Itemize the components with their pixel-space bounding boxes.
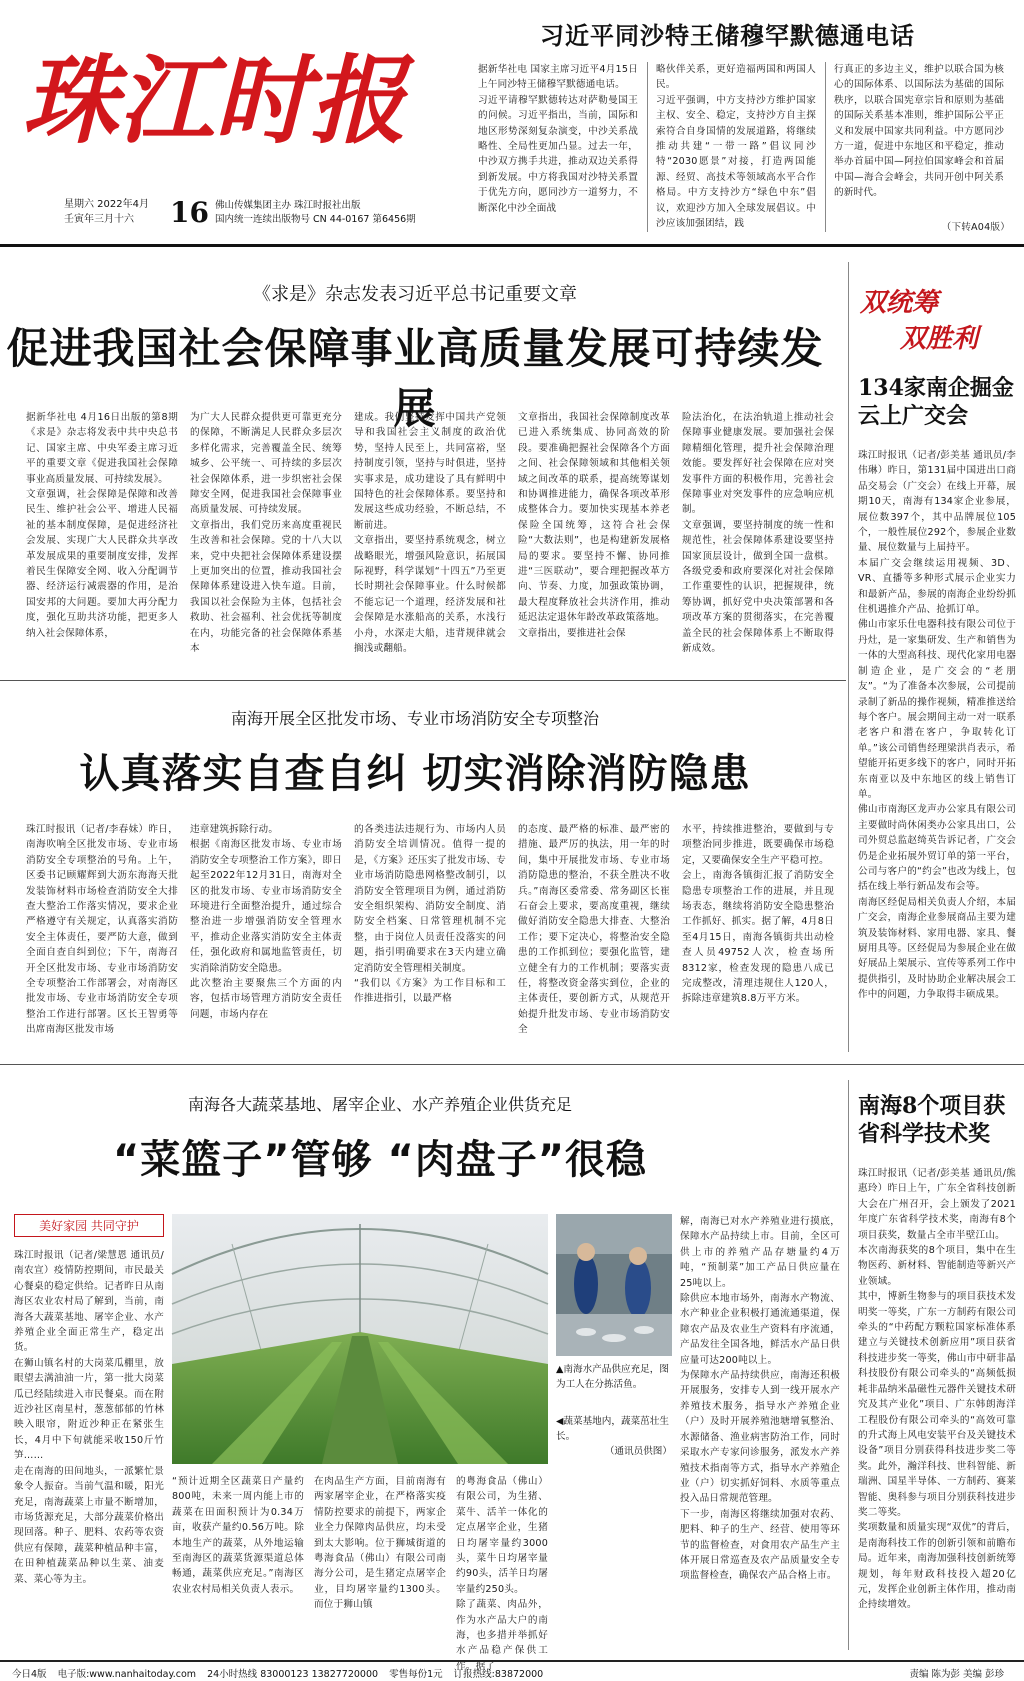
article2-headline[interactable]: 认真落实自查自纠 切实消除消防隐患 — [79, 751, 751, 797]
article1-col5: 险法治化，在法治轨道上推动社会保障事业健康发展。要加强社会保障精细化管理，提升社会保障治理效能。要发挥好社会保障在应对突发事件方面的积极作用，完善社会保障事业对突发事件的应急响应机制。 文章强调，要坚持制度的统一性和规范性，社会保障体系建设要坚持国家顶层设计，做到全国一盘棋。各级党委和政府要深化对社会保障工作重要性的认识，把握规律，统筹协调，抓好党中央决策部署和各项改革方案的贯彻落实，在完善覆盖全民的社会保障体系上不断取得新成效。 — [682, 412, 834, 655]
date-block — [64, 195, 149, 225]
article1-col3: 建成。我们坚持发挥中国共产党领导和我国社会主义制度的政治优势，坚持人民至上，共同富裕，坚持制度引领，坚持与时俱进，坚持实事求是，成功建设了具有鲜明中国特色的社会保障体系。要坚持和发展这些成功经验，不断总结，不断前进。 文章指出，要坚持系统观念，树立战略眼光，增强风险意识，拓展国际视野，科学谋划“十四五”乃至更长时期社会保障事业。什么时候都不能忘记一个道理，经济发展和社会保障是水涨船高的关系，水浅行小舟，水深走大船，违背规律就会搁浅或翻船。 — [354, 412, 506, 655]
caption-veg — [556, 1414, 672, 1459]
sidebar-divider — [848, 1080, 849, 1650]
article3-col4: 解，南海已对水产养殖业进行摸底，保障水产品持续上市。目前，全区可供上市的养殖产品存塘量约4万吨，“预制菜”加工产品日供应量在25吨以上。 除供应本地市场外，南海水产物流、水产种业企业积极打通流通渠道，保障农产品及农业生产资料有序流通，产品发往全国各地，鲜活水产品日供应量可达200吨以上。 为保障水产品持续供应，南海还积极开展服务，安排专人到一线开展水产养殖技术服务，指导水产养殖企业（户）及时开展养殖池塘增氧整治、水源储备、渔业病害防治工作，同时采取水产专家问诊服务，派发水产养殖技术指南等方式，指导水产养殖企业（户）切实抓好饲料、水质等重点投入品日常规范管理。 下一步，南海区将继续加强对农药、肥料、种子的生产、经营、使用等环节的监督检查，对食用农产品生产主体开展日常巡查及农产品质量安全专项监督检查，确保农产品合格上市。 — [680, 1216, 840, 1582]
article1-col1: 据新华社电 4月16日出版的第8期《求是》杂志将发表中共中央总书记、国家主席、中央军委主席习近平的重要文章《促进我国社会保障事业高质量发展、可持续发展》。 文章强调，社会保障是保障和改善民生、维护社会公平、增进人民福祉的基本制度保障，是促进经济社会发展、实现广大人民群众共享改革发展成果的重要制度安排，发挥着民生保障安全网、收入分配调节器、经济运行减震器的作用，是治国安邦的大问题。要加大再分配力度，强化互助共济功能，把更多人纳入社会保障体系， — [26, 412, 178, 639]
article2-col5: 水平，持续推进整治，要做到与专项整治同步推进，既要确保市场稳定，又要确保安全生产平稳可控。 会上，南海各镇街汇报了消防安全隐患专项整治工作的进展，并且现场表态，继续将消防安全隐患整治工作抓好、抓实。据了解，4月8日至4月15日，南海各镇街共出动检查人员49752人次，检查场所8312家，检查发现的隐患八成已完成整改，清理违规住人120人，拆除违章建筑8.8万平方米。 — [682, 824, 834, 1005]
masthead-rule — [0, 244, 1024, 247]
article3-col1: “预计近期全区蔬菜日产量约800吨，未来一周内能上市的蔬菜在田面积预计为0.34万亩，收获产量约0.56万吨。除本地生产的蔬菜，从外地运输至南海区的蔬菜货源渠道总体畅通，蔬菜供应充足。”南海区农业农村局相关负责人表示。 — [172, 1476, 304, 1595]
article1-kicker: 《求是》杂志发表习近平总书记重要文章 — [253, 284, 577, 305]
article2-col1: 珠江时报讯（记者/李春妹）昨日，南海吹响全区批发市场、专业市场消防安全专项整治的号角。上午，区委书记顾耀辉到大沥东海海天批发装饰材料市场检查消防安全大排查大整治工作落实情况，要求企业严格遵守有关规定，认真落实消防安全主体责任，要严防大意，做到全面自查自纠到位；下午，南海召开全区批发市场、专业市场消防安全专项整治工作部署会，对南海区批发市场、专业市场消防安全专项整治工作进行部署。区长王智勇等出席南海区批发市场 — [26, 824, 178, 1036]
top-story-col2: 略伙伴关系，更好造福两国和两国人民。 习近平强调，中方支持沙方维护国家主权、安全、稳定，支持沙方自主探索符合自身国情的发展道路，将继续推动共建“一带一路”倡议同沙特“2030愿景”对接，打造两国能源、经贸、高技术等领域高水平合作格局。中方支持沙方“绿色中东”倡议，欢迎沙方加入全球发展倡议。中沙应该加强团结，践 — [656, 64, 816, 230]
caption-fish-text: 南海水产品供应充足，图为工人在分拣活鱼。 — [556, 1364, 669, 1390]
footer-hotline: 24小时热线 83000123 13827720000 — [207, 1669, 379, 1680]
top-headline[interactable]: 习近平同沙特王储穆罕默德通电话 — [540, 21, 915, 50]
campaign-flag-line1: 双统筹 — [860, 288, 939, 318]
article1-col4: 文章指出，我国社会保障制度改革已进入系统集成、协同高效的阶段。要准确把握社会保障各个方面之间、社会保障领域和其他相关领域之间改革的联系，提高统筹谋划和协调推进能力，确保各项改革形成整体合力。要加快实现基本养老保险全国统筹，这符合社会保险“大数法则”，也是构建新发展格局的要求。要坚持不懈、协同推进“三医联动”，要合理把握改革方向、节奏、力度，加强政策协调，最大程度释放社会共济作用，推动延迟法定退休年龄改革政策落地。 文章指出，要推进社会保 — [518, 412, 670, 639]
article1-col2: 为广大人民群众提供更可靠更充分的保障，不断满足人民群众多层次多样化需求，完善覆盖全民、统筹城乡、公平统一、可持续的多层次社会保障体系，进一步织密社会保障安全网，促进我国社会保障事业高质量发展、可持续发展。 文章指出，我们党历来高度重视民生改善和社会保障。党的十八大以来，党中央把社会保障体系建设摆上更加突出的位置，推动我国社会保障体系建设进入快车道。目前，我国以社会保险为主体，包括社会救助、社会福利、社会优抚等制度在内，功能完备的社会保障体系基本 — [190, 412, 342, 655]
triangle-up-icon: ▲ — [556, 1364, 564, 1375]
publisher-block — [215, 199, 416, 227]
caption-fish — [556, 1362, 672, 1392]
registration-line: 国内统一连续出版物号 CN 44-0167 第6456期 — [215, 214, 416, 225]
greenhouse-photo — [172, 1214, 548, 1464]
footer-page-count: 今日4版 — [12, 1669, 47, 1680]
sidebar2-text: 珠江时报讯（记者/彭美基 通讯员/熊惠玲）昨日上午，广东全省科技创新大会在广州召开，会上颁发了2021年度广东省科学技术奖，南海有8个项目获奖，数量占全市半壁江山。 本次南海获奖的8个项目，集中在生物医药、新材料、智能制造等新兴产业领域。 其中，博新生物参与的项目获技术发明奖一等奖，广东一方制药有限公司牵头的“中药配方颗粒国家标准体系建立与关键技术创新应用”项目获省科技进步奖一等奖，佛山市中研非晶科技股份有限公司牵头的“高频低损耗非晶纳米晶磁性元器件关键技术研究及其产业化”项目、广东韩朗海洋工程股份有限公司牵头的“高效可靠的升式海上风电安装平台及关键技术设备”项目分别获得科技进步奖二等奖。此外，瀚洋科技、世科智能、新瑞洲、国星半导体、一方制药、赛莱智能、奥科参与项目分别获科技进步奖二等奖。 奖项数量和质量实现“双优”的背后，是南海科技工作的创新引领和前瞻布局。近年来，南海加强科技创新统筹规划，每年财政科技投入超20亿元，发挥企业创新主体作用，推动南企持续增效。 — [858, 1168, 1016, 1611]
footer-editors: 责编 陈为彭 美编 彭珍 — [909, 1669, 1004, 1680]
article3-kicker: 南海各大蔬菜基地、屠宰企业、水产养殖企业供货充足 — [187, 1095, 572, 1114]
sidebar1-title[interactable]: 134家南企掘金云上广交会 — [858, 375, 1014, 429]
top-story-turn[interactable]: （下转A04版） — [941, 222, 1010, 233]
caption-veg-text: 蔬菜基地内，蔬菜茁壮生长。 — [556, 1416, 669, 1442]
column-divider — [647, 62, 648, 232]
fish-market-photo — [556, 1214, 672, 1356]
article2-col2: 违章建筑拆除行动。 根据《南海区批发市场、专业市场消防安全专项整治工作方案》，即日起至2022年12月31日，南海对全区的批发市场、专业市场消防安全环境进行全面整治提升，通过综合整治进一步增强消防安全管理水平，推动企业落实消防安全主体责任，强化政府和属地监管责任，切实消除消防安全隐患。 此次整治主要聚焦三个方面的内容，包括市场管理方消防安全责任问题，市场内存在 — [190, 824, 342, 1020]
date-line: 星期六 2022年4月 — [64, 199, 149, 210]
section-rule — [0, 680, 846, 681]
triangle-left-icon: ◀ — [556, 1416, 564, 1427]
footer-bar — [0, 1660, 1024, 1681]
column-divider — [825, 62, 826, 232]
masthead-logo — [22, 42, 442, 157]
publisher-line: 佛山传媒集团主办 珠江时报社出版 — [215, 200, 361, 211]
article3-col2: 在肉品生产方面，目前南海有两家屠宰企业，在严格落实疫情防控要求的前提下，两家企业全力保障肉品供应，均未受到太大影响。位于狮城街道的粤海食品（佛山）有限公司南海分公司，是生猪定点屠宰企业，目均屠宰量约1300头。而位于狮山镇 — [314, 1476, 446, 1611]
footer-subscription: 订报热线:83872000 — [453, 1669, 544, 1680]
article2-col3: 的各类违法违规行为、市场内人员消防安全培训情况。值得一提的是，《方案》还压实了批发市场、专业市场消防隐患网格整改制引，以消防安全管理项目为例，通过消防安全组织架构、消防安全制度、消防安全档案、日常管理机制不完整，由于岗位人员责任没落实的问题，指引明确要求在3天内建立确定消防安全管理相关制度。 “我们以《方案》为工作目标和工作推进指引，以最严格 — [354, 824, 506, 1005]
sidebar2-title[interactable]: 南海8个项目获省科学技术奖 — [858, 1093, 1006, 1147]
footer-price: 零售每份1元 — [389, 1669, 443, 1680]
lunar-date-line: 壬寅年三月十六 — [64, 214, 134, 225]
column-tag: 美好家园 共同守护 — [14, 1214, 164, 1237]
top-story-col3: 行真正的多边主义，维护以联合国为核心的国际体系、以国际法为基础的国际秩序，以联合国宪章宗旨和原则为基础的国际关系基本准则，维护国际公平正义和发展中国家共同利益。中方愿同沙方一道，促进中东地区和平稳定，推动举办首届中国—阿拉伯国家峰会和首届中国—海合会峰会，共同开创中阿关系的新时代。 — [834, 64, 1004, 199]
issue-day: 16 — [170, 196, 209, 229]
article2-kicker: 南海开展全区批发市场、专业市场消防安全专项整治 — [230, 709, 599, 728]
logo-text: 珠江时报 — [22, 44, 406, 157]
article1-headline[interactable]: 促进我国社会保障事业高质量发展可持续发展 — [6, 324, 824, 433]
article2-col4: 的态度、最严格的标准、最严密的措施、最严厉的执法，用一年的时间，集中开展批发市场、专业市场消防隐患的整治，不获全胜决不收兵。”南海区委常委、常务副区长崔石奋会上要求，要高度重视，继续做好消防安全隐患大排查、大整治工作；要下定决心，将整治安全隐患的工作抓到位；要强化监管，建立健全有力的工作机制；要落实责任，将整改资金落实到位，企业的主体责任，要创新方式，从规范开始提升批发市场、专业市场消防安全 — [518, 824, 670, 1036]
sidebar-divider — [848, 262, 849, 1052]
article3-headline[interactable]: “菜篮子”管够 “肉盘子”很稳 — [112, 1137, 648, 1183]
article3-col3: 的粤海食品（佛山）有限公司，为生猪、菜牛、活羊一体化的定点屠宰企业，生猪日均屠宰量约3000头，菜牛日均屠宰量约90头，活羊日均屠宰量约250头。 除了蔬菜、肉品外，作为水产品大户的南海，也多措并举抓好水产品稳产保供工作。据了 — [456, 1476, 548, 1672]
sidebar1-text: 珠江时报讯（记者/彭美基 通讯员/李伟琳）昨日，第131届中国进出口商品交易会（广交会）在线上开幕，展期10天，南海有134家企业参展，展位数397个，其中品牌展位105个，一般性展位292个，参展企业数量、展位数量与上届持平。 本届广交会继续运用视频、3D、VR、直播等多种形式展示企业实力和最新产品，参展的南海企业纷纷抓住机遇推介产品、抢抓订单。 佛山市家乐仕电器科技有限公司位于丹灶，是一家集研发、生产和销售为一体的大型高科技、现代化家用电器制造企业，是广交会的“老朋友”。“为了准备本次参展，公司提前录制了新品的操作视频，精准推送给每个客户。展会期间主动一对一联系老客户和潜在客户，争取转化订单。”该公司销售经理梁洪肖表示，希望能开拓更多线下的客户，同时开拓东南亚以及中东地区的线上销售订单。 佛山市南海区龙声办公家具有限公司主要做时尚休闲类办公家具出口，公司外贸总监赵绮英告诉记者，广交会仍是企业拓展外贸订单的第一平台，公司与客户的“约会”也改为线上，包括在线上举行新品发布会等。 南海区经促局相关负责人介绍，本届广交会，南海企业参展商品主要为建筑及装饰材料、家用电器、家具、餐厨用具等。区经促局为参展企业在做好展品上架展示、宣传等系列工作中提供指引，及时协助企业解决展会工作中的问题，力争取得丰硕成果。 — [858, 450, 1016, 1001]
top-story-col1: 据新华社电 国家主席习近平4月15日上午同沙特王储穆罕默德通电话。 习近平请穆罕默德转达对萨勒曼国王的问候。习近平指出，当前，国际和地区形势深刻复杂演变，中沙关系战略性、全局性更加凸显。过去一年，中沙双方携手共进，推动双边关系得到新发展。中方将我国对沙特关系置于优先方向，愿同沙方一道努力，不断深化中沙全面战 — [478, 64, 638, 214]
footer-epaper-link[interactable]: 电子版:www.nanhaitoday.com — [57, 1669, 197, 1680]
photo-credit: （通讯员供图） — [604, 1446, 672, 1457]
section-rule — [0, 1064, 1024, 1065]
campaign-flag-line2: 双胜利 — [900, 324, 979, 354]
article3-col0: 珠江时报讯（记者/梁慧恩 通讯员/南农宣）疫情防控期间，市民最关心餐桌的稳定供给。记者昨日从南海区农业农村局了解到，当前，南海各大蔬菜基地、屠宰企业、水产养殖企业全面正常生产，稳定出货。 在狮山镇名村的大岗菜瓜棚里，放眼望去满油油一片，第一批大岗菜瓜已经陆续进入市民餐桌。而在附近沙社区南星村，葱葱郁郁的竹林映入眼帘，附近沙种正在紧张生长，4月中下旬就能采收150斤竹笋…… 走在南海的田间地头，一派繁忙景象令人振奋。当前气温和暖，阳光充足，南海蔬菜上市量不断增加，市场货源充足，大部分蔬菜价格出现回落。种子、肥料、农药等农资供应有保障，蔬菜种植品种丰富，在田种植蔬菜品种以生菜、油麦菜、菜心等为主。 — [14, 1250, 164, 1585]
